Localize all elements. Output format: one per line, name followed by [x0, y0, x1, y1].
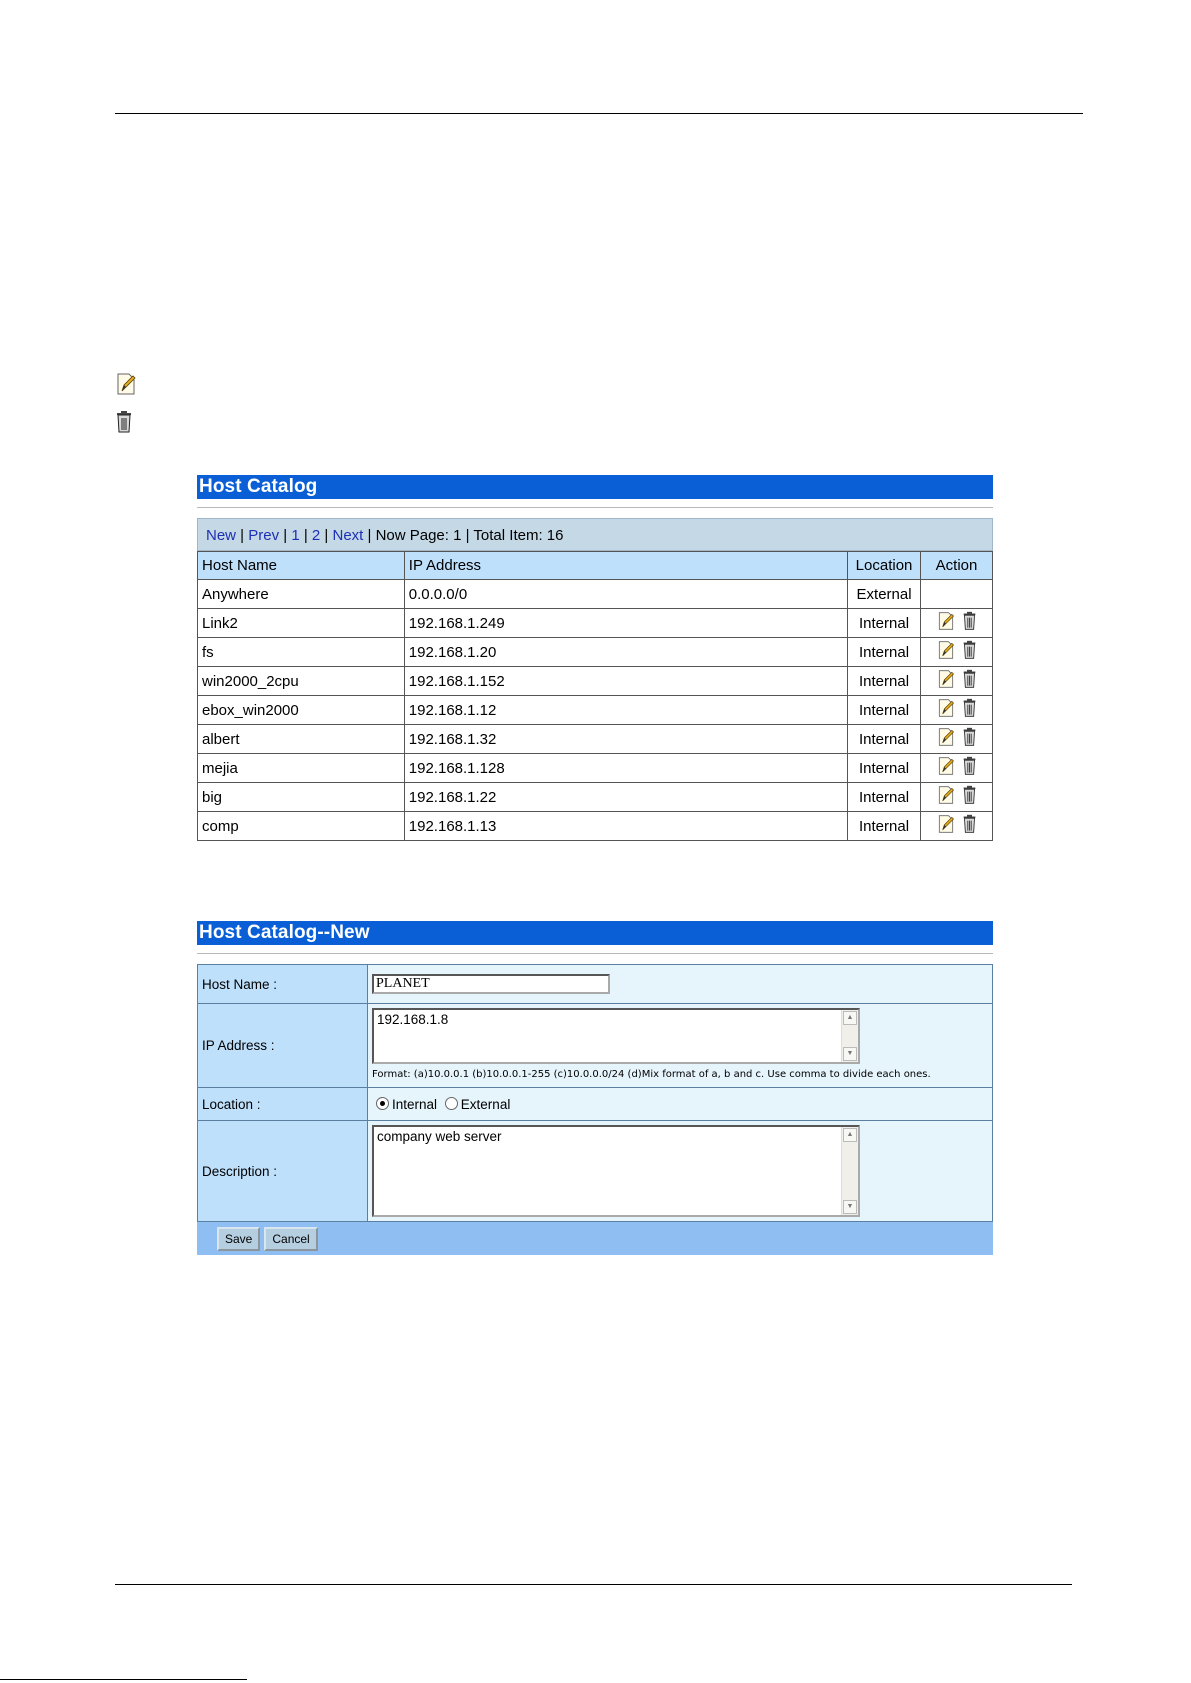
- ip-address-cell: 192.168.1.32: [404, 725, 847, 754]
- host-name-cell: Anywhere: [198, 580, 405, 609]
- trash-icon[interactable]: [962, 668, 977, 694]
- panel-title: Host Catalog--New: [197, 921, 993, 945]
- location-cell: Internal: [848, 696, 921, 725]
- action-cell: [921, 812, 993, 841]
- table-row: [198, 812, 993, 841]
- page-1-link[interactable]: 1: [291, 527, 300, 544]
- pagination-bar: New | Prev | 1 | 2 | Next | Now Page: 1 | Total Item: 16: [197, 518, 993, 551]
- action-cell: [921, 580, 993, 609]
- table-row: [198, 609, 993, 638]
- external-radio-label: External: [460, 1096, 511, 1112]
- ip-address-cell: 192.168.1.152: [404, 667, 847, 696]
- location-cell: Internal: [848, 725, 921, 754]
- host-name-cell: ebox_win2000: [198, 696, 405, 725]
- cancel-button[interactable]: Cancel: [264, 1227, 317, 1251]
- title-divider: [197, 953, 993, 954]
- location-cell: Internal: [848, 783, 921, 812]
- action-cell: [921, 696, 993, 725]
- trash-icon[interactable]: [962, 755, 977, 781]
- description-value: company web server: [377, 1129, 502, 1144]
- host-name-cell: win2000_2cpu: [198, 667, 405, 696]
- edit-icon: [114, 372, 138, 401]
- trash-icon[interactable]: [962, 726, 977, 752]
- table-row: [198, 725, 993, 754]
- panel-title: Host Catalog: [197, 475, 993, 499]
- form-button-bar: [197, 1222, 993, 1255]
- host-name-cell: Link2: [198, 609, 405, 638]
- host-name-cell: mejia: [198, 754, 405, 783]
- footer-rule: [115, 1584, 1072, 1585]
- edit-icon[interactable]: [936, 755, 956, 781]
- table-row: [198, 667, 993, 696]
- ip-address-cell: 192.168.1.20: [404, 638, 847, 667]
- action-cell: [921, 783, 993, 812]
- page-2-link[interactable]: 2: [311, 527, 321, 544]
- column-header-ip-address: IP Address: [404, 552, 847, 580]
- host-name-cell: [368, 965, 993, 1004]
- table-row: [198, 754, 993, 783]
- action-cell: [921, 638, 993, 667]
- table-row: [198, 580, 993, 609]
- edit-icon[interactable]: [936, 610, 956, 636]
- table-row: [198, 783, 993, 812]
- header-rule: [115, 113, 1083, 114]
- location-cell: Internal: [848, 638, 921, 667]
- edit-icon[interactable]: [936, 697, 956, 723]
- format-hint: Format: (a)10.0.0.1 (b)10.0.0.1-255 (c)10.0.0.0/24 (d)Mix format of a, b and c. Use comma to divide each ones.: [372, 1069, 931, 1080]
- form-row-location: [198, 1088, 993, 1121]
- scrollbar[interactable]: [841, 1127, 858, 1215]
- footnote-rule: [0, 1679, 247, 1680]
- ip-address-cell: [368, 1004, 993, 1088]
- new-link[interactable]: New: [206, 527, 237, 544]
- action-cell: [921, 725, 993, 754]
- title-divider: [197, 507, 993, 508]
- ip-address-cell: 192.168.1.128: [404, 754, 847, 783]
- internal-radio[interactable]: [376, 1097, 389, 1110]
- table-row: [198, 696, 993, 725]
- scroll-down-icon[interactable]: ▼: [843, 1200, 857, 1214]
- description-label: Description :: [198, 1121, 368, 1222]
- prev-link[interactable]: Prev: [248, 527, 280, 544]
- scroll-up-icon[interactable]: ▲: [843, 1128, 857, 1142]
- table-header-row: [198, 552, 993, 580]
- internal-radio-label: Internal: [392, 1096, 438, 1112]
- host-table: [197, 551, 993, 841]
- action-cell: [921, 754, 993, 783]
- location-cell: Internal: [848, 754, 921, 783]
- host-catalog-panel: [197, 475, 993, 841]
- trash-icon: [115, 410, 133, 439]
- location-cell: Internal: [848, 667, 921, 696]
- trash-icon[interactable]: [962, 639, 977, 665]
- edit-icon[interactable]: [936, 639, 956, 665]
- trash-icon[interactable]: [962, 697, 977, 723]
- ip-address-cell: 0.0.0.0/0: [404, 580, 847, 609]
- form-row-ip-address: [198, 1004, 993, 1088]
- host-name-label: Host Name :: [198, 965, 368, 1004]
- scroll-up-icon[interactable]: ▲: [843, 1011, 857, 1025]
- location-cell: Internal: [848, 812, 921, 841]
- description-cell: [368, 1121, 993, 1222]
- host-name-cell: big: [198, 783, 405, 812]
- edit-icon[interactable]: [936, 813, 956, 839]
- host-name-cell: fs: [198, 638, 405, 667]
- edit-icon[interactable]: [936, 668, 956, 694]
- next-link[interactable]: Next: [332, 527, 364, 544]
- column-header-location: Location: [848, 552, 921, 580]
- column-header-host-name: Host Name: [198, 552, 405, 580]
- location-label: Location :: [198, 1088, 368, 1121]
- host-name-cell: albert: [198, 725, 405, 754]
- column-header-action: Action: [921, 552, 993, 580]
- ip-address-label: IP Address :: [198, 1004, 368, 1088]
- host-catalog-new-panel: [197, 921, 993, 1255]
- trash-icon[interactable]: [962, 784, 977, 810]
- host-name-input[interactable]: PLANET: [372, 974, 610, 994]
- edit-icon[interactable]: [936, 784, 956, 810]
- external-radio[interactable]: [445, 1097, 458, 1110]
- location-cell: [368, 1088, 993, 1121]
- edit-icon[interactable]: [936, 726, 956, 752]
- action-cell: [921, 609, 993, 638]
- total-items: Total Item: 16: [473, 527, 564, 544]
- form-row-host-name: [198, 965, 993, 1004]
- scrollbar[interactable]: [841, 1010, 858, 1062]
- ip-address-textarea[interactable]: [372, 1008, 860, 1064]
- form-row-description: [198, 1121, 993, 1222]
- ip-address-cell: 192.168.1.249: [404, 609, 847, 638]
- scroll-down-icon[interactable]: ▼: [843, 1047, 857, 1061]
- action-cell: [921, 667, 993, 696]
- trash-icon[interactable]: [962, 610, 977, 636]
- description-textarea[interactable]: [372, 1125, 860, 1217]
- ip-address-cell: 192.168.1.12: [404, 696, 847, 725]
- now-page: Now Page: 1: [375, 527, 462, 544]
- table-row: [198, 638, 993, 667]
- ip-address-cell: 192.168.1.13: [404, 812, 847, 841]
- save-button[interactable]: Save: [217, 1227, 260, 1251]
- location-cell: External: [848, 580, 921, 609]
- host-name-cell: comp: [198, 812, 405, 841]
- ip-address-cell: 192.168.1.22: [404, 783, 847, 812]
- location-cell: Internal: [848, 609, 921, 638]
- trash-icon[interactable]: [962, 813, 977, 839]
- new-host-form: [197, 964, 993, 1222]
- ip-address-value: 192.168.1.8: [377, 1012, 449, 1027]
